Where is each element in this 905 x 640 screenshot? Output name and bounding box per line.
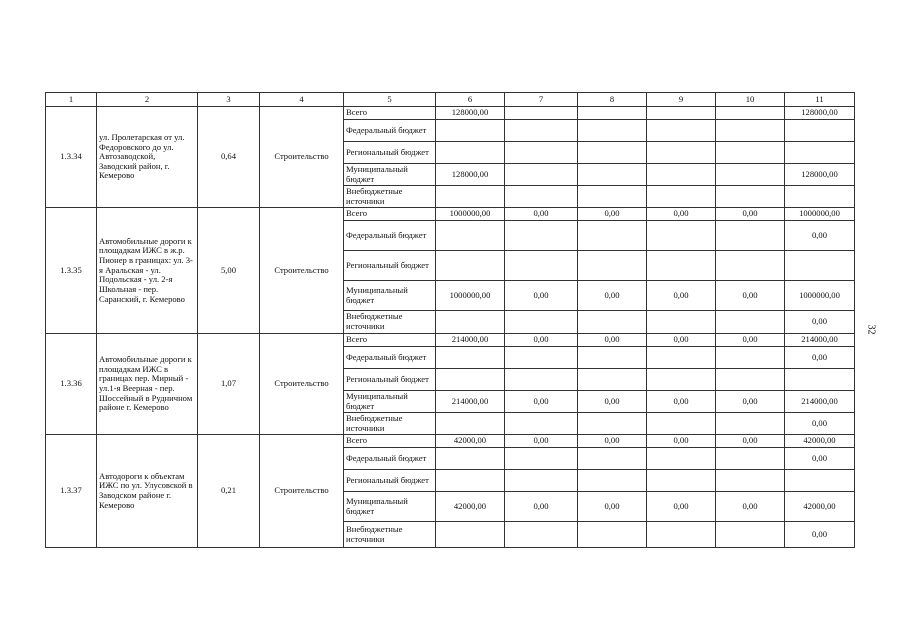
amount-cell: 0,00 — [785, 413, 855, 435]
amount-cell — [716, 413, 785, 435]
amount-cell — [436, 347, 505, 369]
amount-cell: 0,00 — [647, 391, 716, 413]
amount-cell — [785, 120, 855, 142]
amount-cell: 0,00 — [785, 347, 855, 369]
amount-cell — [647, 107, 716, 120]
amount-cell — [436, 470, 505, 492]
project-name: Автодороги к объектам ИЖС по ул. Улусовской в Заводском районе г. Кемерово — [97, 435, 198, 548]
amount-cell: 0,00 — [578, 281, 647, 311]
amount-cell: 0,00 — [578, 435, 647, 448]
amount-cell — [578, 347, 647, 369]
amount-cell — [647, 522, 716, 548]
table-row — [46, 107, 855, 120]
amount-cell — [647, 369, 716, 391]
amount-cell — [716, 470, 785, 492]
amount-cell — [436, 221, 505, 251]
amount-cell — [578, 448, 647, 470]
column-number: 4 — [260, 93, 344, 107]
amount-cell — [578, 522, 647, 548]
amount-cell — [436, 413, 505, 435]
amount-cell — [785, 369, 855, 391]
column-number: 10 — [716, 93, 785, 107]
amount-cell: 0,00 — [505, 281, 578, 311]
amount-cell: 0,00 — [647, 492, 716, 522]
funding-source: Всего — [344, 208, 436, 221]
amount-cell: 1000000,00 — [436, 281, 505, 311]
amount-cell — [436, 142, 505, 164]
amount-cell: 0,00 — [716, 391, 785, 413]
funding-source: Внебюджетные источники — [344, 522, 436, 548]
amount-cell — [647, 448, 716, 470]
amount-cell: 42000,00 — [785, 492, 855, 522]
column-number: 8 — [578, 93, 647, 107]
amount-cell — [505, 311, 578, 334]
amount-cell — [785, 142, 855, 164]
column-number: 6 — [436, 93, 505, 107]
funding-source: Региональный бюджет — [344, 369, 436, 391]
table-row — [46, 334, 855, 347]
amount-cell — [505, 186, 578, 208]
amount-cell: 0,00 — [716, 334, 785, 347]
amount-cell — [505, 221, 578, 251]
amount-cell: 1000000,00 — [436, 208, 505, 221]
amount-cell — [716, 251, 785, 281]
funding-source: Муниципальный бюджет — [344, 281, 436, 311]
amount-cell: 0,00 — [505, 391, 578, 413]
project-length: 5,00 — [198, 208, 260, 334]
amount-cell — [647, 470, 716, 492]
amount-cell — [716, 142, 785, 164]
amount-cell — [647, 164, 716, 186]
funding-source: Всего — [344, 107, 436, 120]
amount-cell: 1000000,00 — [785, 281, 855, 311]
amount-cell — [505, 164, 578, 186]
amount-cell — [716, 311, 785, 334]
funding-source: Региональный бюджет — [344, 470, 436, 492]
amount-cell — [505, 470, 578, 492]
amount-cell — [716, 186, 785, 208]
funding-source: Внебюджетные источники — [344, 413, 436, 435]
amount-cell: 0,00 — [578, 208, 647, 221]
amount-cell — [647, 142, 716, 164]
amount-cell — [647, 413, 716, 435]
amount-cell: 214000,00 — [785, 334, 855, 347]
work-type: Строительство — [260, 334, 344, 435]
funding-source: Внебюджетные источники — [344, 311, 436, 334]
project-length: 1,07 — [198, 334, 260, 435]
project-name: Автомобильные дороги к площадкам ИЖС в границах пер. Мирный - ул.1-я Веерная - пер. Шоссейный в Рудничном районе г. Кемерово — [97, 334, 198, 435]
project-name: Автомобильные дороги к площадкам ИЖС в ж.р. Пионер в границах: ул. 3-я Аральская - ул. Подольская - ул. 2-я Школьная - пер. Саранский, г. Кемерово — [97, 208, 198, 334]
amount-cell — [578, 251, 647, 281]
amount-cell — [647, 221, 716, 251]
funding-source: Региональный бюджет — [344, 142, 436, 164]
amount-cell — [505, 369, 578, 391]
amount-cell — [436, 120, 505, 142]
column-number: 11 — [785, 93, 855, 107]
amount-cell — [505, 448, 578, 470]
amount-cell: 1000000,00 — [785, 208, 855, 221]
funding-source: Муниципальный бюджет — [344, 391, 436, 413]
amount-cell: 42000,00 — [436, 492, 505, 522]
amount-cell — [578, 369, 647, 391]
project-code: 1.3.35 — [46, 208, 97, 334]
project-code: 1.3.37 — [46, 435, 97, 548]
amount-cell: 0,00 — [716, 208, 785, 221]
funding-source: Федеральный бюджет — [344, 448, 436, 470]
amount-cell: 0,00 — [785, 448, 855, 470]
funding-source: Всего — [344, 334, 436, 347]
column-number: 3 — [198, 93, 260, 107]
funding-table — [45, 92, 855, 548]
amount-cell — [436, 311, 505, 334]
amount-cell: 0,00 — [505, 492, 578, 522]
funding-source: Муниципальный бюджет — [344, 492, 436, 522]
project-length: 0,21 — [198, 435, 260, 548]
amount-cell — [785, 186, 855, 208]
column-number: 7 — [505, 93, 578, 107]
amount-cell — [505, 251, 578, 281]
amount-cell — [505, 107, 578, 120]
amount-cell — [716, 448, 785, 470]
column-number: 9 — [647, 93, 716, 107]
amount-cell: 0,00 — [785, 221, 855, 251]
amount-cell — [436, 251, 505, 281]
amount-cell — [505, 522, 578, 548]
amount-cell: 128000,00 — [436, 107, 505, 120]
amount-cell: 0,00 — [716, 492, 785, 522]
amount-cell — [578, 164, 647, 186]
amount-cell — [436, 522, 505, 548]
amount-cell — [647, 186, 716, 208]
amount-cell: 128000,00 — [785, 164, 855, 186]
amount-cell: 214000,00 — [436, 391, 505, 413]
funding-source: Федеральный бюджет — [344, 347, 436, 369]
amount-cell: 0,00 — [578, 334, 647, 347]
amount-cell — [716, 164, 785, 186]
amount-cell — [505, 120, 578, 142]
amount-cell — [716, 221, 785, 251]
amount-cell: 128000,00 — [785, 107, 855, 120]
amount-cell: 0,00 — [505, 334, 578, 347]
amount-cell: 214000,00 — [436, 334, 505, 347]
amount-cell: 0,00 — [647, 435, 716, 448]
amount-cell — [578, 221, 647, 251]
project-code: 1.3.36 — [46, 334, 97, 435]
column-number: 2 — [97, 93, 198, 107]
amount-cell — [578, 142, 647, 164]
amount-cell — [578, 311, 647, 334]
amount-cell: 42000,00 — [785, 435, 855, 448]
amount-cell: 0,00 — [785, 522, 855, 548]
amount-cell: 0,00 — [716, 281, 785, 311]
amount-cell — [647, 251, 716, 281]
amount-cell: 0,00 — [716, 435, 785, 448]
amount-cell: 128000,00 — [436, 164, 505, 186]
amount-cell — [436, 369, 505, 391]
table-row — [46, 435, 855, 448]
funding-source: Внебюджетные источники — [344, 186, 436, 208]
amount-cell: 0,00 — [647, 208, 716, 221]
column-number: 1 — [46, 93, 97, 107]
table-body — [46, 107, 855, 548]
table-row — [46, 208, 855, 221]
amount-cell: 0,00 — [647, 334, 716, 347]
amount-cell: 0,00 — [647, 281, 716, 311]
amount-cell — [647, 311, 716, 334]
amount-cell: 0,00 — [505, 208, 578, 221]
amount-cell — [716, 369, 785, 391]
project-name: ул. Пролетарская от ул. Федоровского до ул. Автозаводской, Заводский район, г. Кемерово — [97, 107, 198, 208]
funding-source: Региональный бюджет — [344, 251, 436, 281]
amount-cell — [578, 107, 647, 120]
column-number: 5 — [344, 93, 436, 107]
work-type: Строительство — [260, 208, 344, 334]
amount-cell — [716, 347, 785, 369]
project-code: 1.3.34 — [46, 107, 97, 208]
amount-cell — [578, 470, 647, 492]
amount-cell: 0,00 — [578, 391, 647, 413]
amount-cell: 0,00 — [578, 492, 647, 522]
funding-source: Федеральный бюджет — [344, 221, 436, 251]
funding-source: Муниципальный бюджет — [344, 164, 436, 186]
amount-cell — [505, 142, 578, 164]
amount-cell — [785, 251, 855, 281]
amount-cell — [578, 120, 647, 142]
amount-cell — [716, 120, 785, 142]
amount-cell — [785, 470, 855, 492]
project-length: 0,64 — [198, 107, 260, 208]
amount-cell — [436, 186, 505, 208]
amount-cell — [505, 347, 578, 369]
amount-cell: 214000,00 — [785, 391, 855, 413]
amount-cell: 0,00 — [785, 311, 855, 334]
amount-cell — [647, 347, 716, 369]
column-number-row — [46, 93, 855, 107]
amount-cell — [647, 120, 716, 142]
amount-cell — [716, 107, 785, 120]
funding-source: Всего — [344, 435, 436, 448]
amount-cell — [578, 413, 647, 435]
amount-cell — [716, 522, 785, 548]
work-type: Строительство — [260, 435, 344, 548]
amount-cell: 0,00 — [505, 435, 578, 448]
funding-source: Федеральный бюджет — [344, 120, 436, 142]
work-type: Строительство — [260, 107, 344, 208]
page-number: 32 — [865, 324, 877, 335]
amount-cell: 42000,00 — [436, 435, 505, 448]
amount-cell — [505, 413, 578, 435]
amount-cell — [578, 186, 647, 208]
amount-cell — [436, 448, 505, 470]
